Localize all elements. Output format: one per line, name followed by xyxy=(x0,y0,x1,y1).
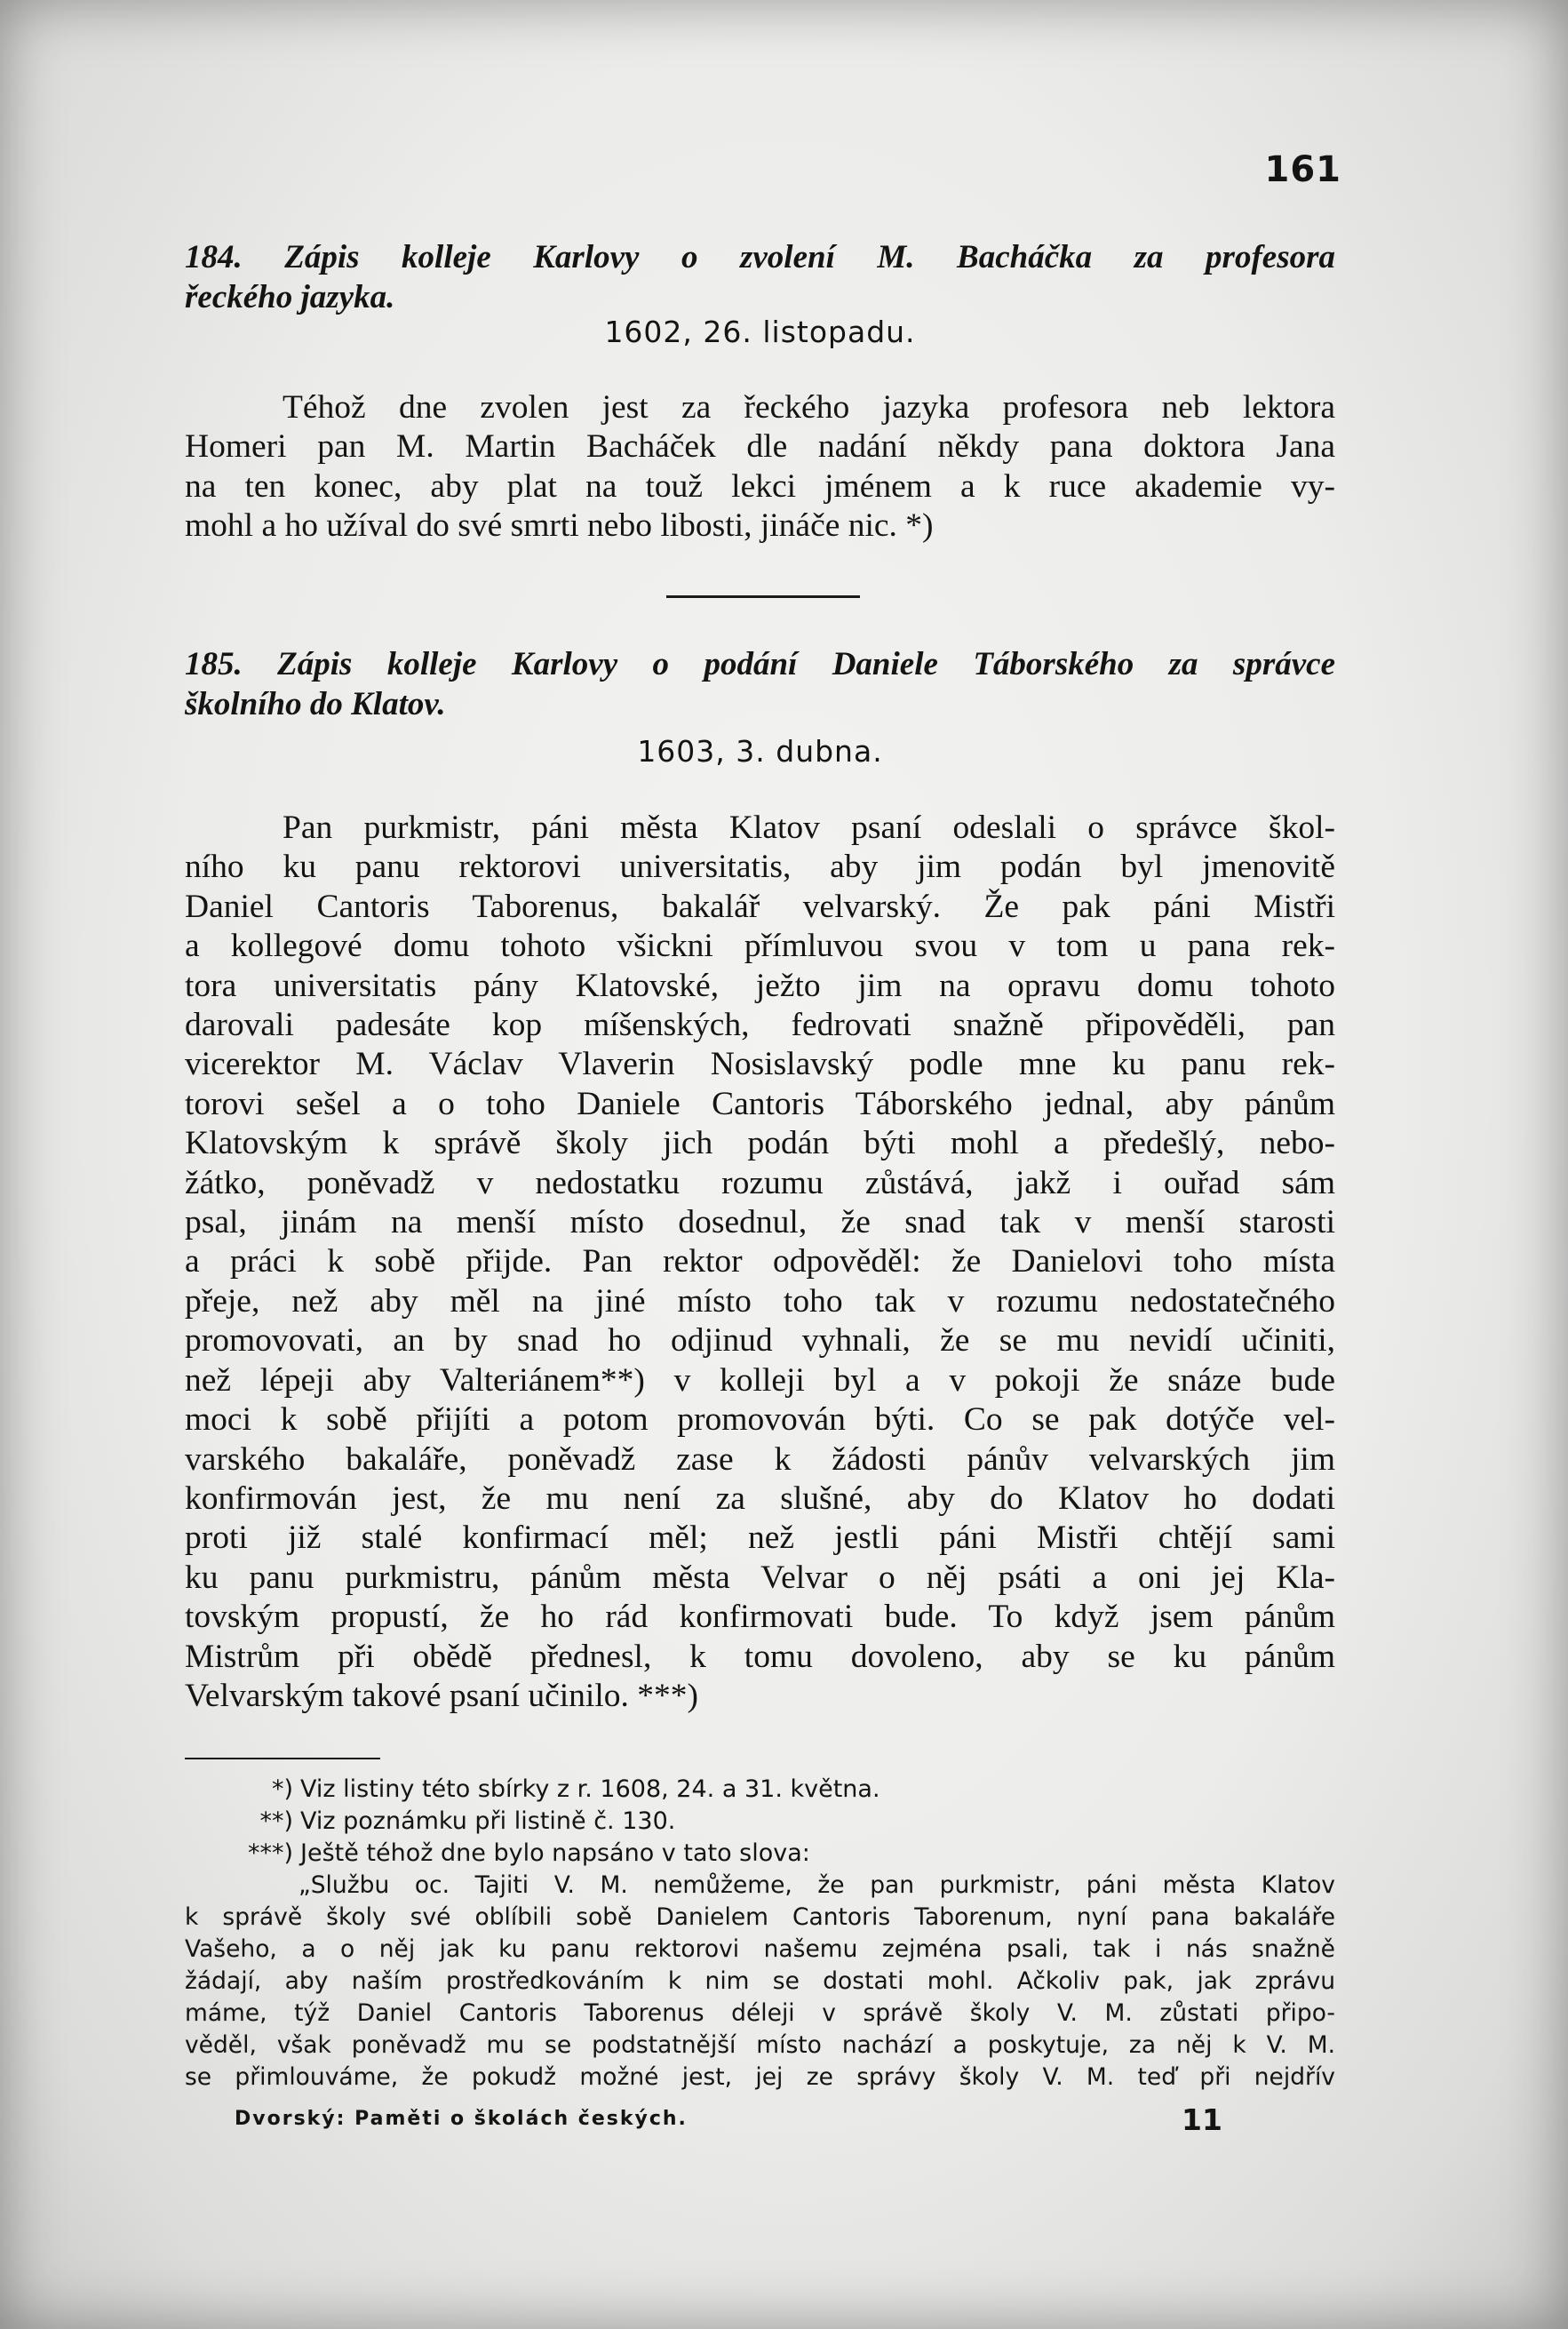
entry-185-body-line: konfirmován jest, že mu není za slušné, aby do Klatov ho dodati xyxy=(185,1480,1335,1517)
footnote-quote-line: k správě školy své oblíbili sobě Danielem Cantoris Taborenum, nyní pana bakaláře xyxy=(185,1903,1335,1931)
entry-185-body-line: přeje, než aby měl na jiné místo toho tak v rozumu nedostatečného xyxy=(185,1282,1335,1320)
entry-184-heading xyxy=(185,237,1335,317)
entry-185-body-line: torovi sešel a o toho Daniele Cantoris Táborského jednal, aby pánům xyxy=(185,1085,1335,1122)
footnote-quote-line: žádají, aby naším prostředkováním k nim se dostati mohl. Ačkoliv pak, jak zprávu xyxy=(185,1967,1335,1995)
footnote-2 xyxy=(185,1806,1335,1838)
entry-185-title-line-2: školního do Klatov. xyxy=(185,686,446,722)
entry-184-body-line: Téhož dne zvolen jest za řeckého jazyka profesora neb lektora xyxy=(283,389,1335,426)
footnote-text: Viz listiny této sbírky z r. 1608, 24. a 31. května. xyxy=(300,1775,880,1803)
entry-184-title-line-1: Zápis kolleje Karlovy o zvolení M. Bacháčka za profesora xyxy=(284,239,1335,275)
footnote-quote-line: máme, týž Daniel Cantoris Taborenus déleji v správě školy V. M. zůstati připo- xyxy=(185,1999,1335,2027)
entry-185-body-line: Daniel Cantoris Taborenus, bakalář velvarský. Že pak páni Mistři xyxy=(185,888,1335,925)
entry-185-body-line: ního ku panu rektorovi universitatis, aby jim podán byl jmenovitě xyxy=(185,849,1335,886)
entry-185-body xyxy=(185,809,1335,1716)
sheet-number: 11 xyxy=(1182,2102,1222,2137)
entry-184-body-line: Homeri pan M. Martin Bacháček dle nadání někdy pana doktora Jana xyxy=(185,428,1335,466)
footnote-quote-line: Vašeho, a o něj jak ku panu rektorovi našemu zejména psali, tak i nás snažně xyxy=(185,1935,1335,1963)
entry-185-heading xyxy=(185,644,1335,724)
entry-185-body-line: vicerektor M. Václav Vlaverin Nosislavský podle mne ku panu rek- xyxy=(185,1046,1335,1083)
entry-185-body-line: proti již stalé konfirmací měl; než jestli páni Mistři chtějí sami xyxy=(185,1519,1335,1557)
entry-185-body-line: a práci k sobě přijde. Pan rektor odpověděl: že Danielovi toho místa xyxy=(185,1243,1335,1280)
entry-185-number: 185. xyxy=(185,646,243,682)
entry-184-date: 1602, 26. listopadu. xyxy=(604,315,916,349)
footnote-quote-line: se přimlouváme, že pokudž možné jest, jej ze správy školy V. M. teď při nejdřív xyxy=(185,2063,1335,2091)
entry-184-body-line: mohl a ho užíval do své smrti nebo libosti, jináče nic. *) xyxy=(185,507,934,545)
entry-184-title-line-2: řeckého jazyka. xyxy=(185,279,395,315)
entry-184-body-line: na ten konec, aby plat na touž lekci jménem a k ruce akademie vy- xyxy=(185,467,1335,505)
footnote-rule xyxy=(185,1758,380,1759)
entry-185-body-line: ku panu purkmistru, pánům města Velvar o něj psáti a oni jej Kla- xyxy=(185,1559,1335,1596)
entry-184-number: 184. xyxy=(185,239,243,275)
entry-185-body-line: žátko, poněvadž v nedostatku rozumu zůstává, jakž i ouřad sám xyxy=(185,1164,1335,1201)
printer-signature: Dvorský: Paměti o školách českých. xyxy=(235,2108,688,2130)
footnote-1 xyxy=(185,1774,1335,1806)
entry-185-body-line: varského bakaláře, poněvadž zase k žádosti pánův velvarských jim xyxy=(185,1440,1335,1478)
entry-185-title-line-1: Zápis kolleje Karlovy o podání Daniele Táborského za správce xyxy=(277,646,1335,682)
footnote-quote-line: „Službu oc. Tajiti V. M. nemůžeme, že pan purkmistr, páni města Klatov xyxy=(298,1871,1335,1899)
section-separator xyxy=(666,595,860,598)
entry-185-body-line: Velvarským takové psaní učinilo. ***) xyxy=(185,1677,699,1714)
entry-185-body-line: tora universitatis pány Klatovské, ježto jim na opravu domu tohoto xyxy=(185,967,1335,1004)
entry-185-body-line: psal, jinám na menší místo dosednul, že snad tak v menší starosti xyxy=(185,1204,1335,1241)
entry-185-body-line: Klatovským k správě školy jich podán býti mohl a předešlý, nebo- xyxy=(185,1125,1335,1162)
entry-185-body-line: darovali padesáte kop míšenských, fedrovati snažně připověděli, pan xyxy=(185,1007,1335,1044)
entry-184-body xyxy=(185,388,1335,546)
entry-185-body-line: a kollegové domu tohoto všickni přímluvou svou v tom u pana rek- xyxy=(185,928,1335,965)
entry-185-body-line: tovským propustí, že ho rád konfirmovati bude. To když jsem pánům xyxy=(185,1599,1335,1636)
footnote-mark: ***) xyxy=(247,1839,293,1867)
footnote-3 xyxy=(185,1838,1335,1870)
entry-185-body-line: Pan purkmistr, páni města Klatov psaní odeslali o správce škol- xyxy=(283,810,1335,846)
footnote-mark: *) xyxy=(271,1775,293,1803)
footnotes xyxy=(185,1774,1335,2094)
footnote-quote-line: věděl, však poněvadž mu se podstatnější místo nachází a poskytuje, za něj k V. M. xyxy=(185,2031,1335,2059)
footnote-text: Viz poznámku při listině č. 130. xyxy=(300,1807,676,1835)
page-number: 161 xyxy=(1264,149,1341,190)
footnote-mark: **) xyxy=(259,1807,293,1835)
entry-185-body-line: Mistrům při obědě přednesl, k tomu dovoleno, aby se ku pánům xyxy=(185,1638,1335,1675)
entry-185-date: 1603, 3. dubna. xyxy=(637,734,883,769)
entry-185-body-line: promovovati, an by snad ho odjinud vyhnali, že se mu nevidí učiniti, xyxy=(185,1322,1335,1360)
footnote-text: Ještě téhož dne bylo napsáno v tato slova: xyxy=(300,1839,810,1867)
entry-185-body-line: moci k sobě přijíti a potom promovován býti. Co se pak dotýče vel- xyxy=(185,1401,1335,1439)
entry-185-body-line: než lépeji aby Valteriánem**) v kolleji byl a v pokoji že snáze bude xyxy=(185,1361,1335,1399)
